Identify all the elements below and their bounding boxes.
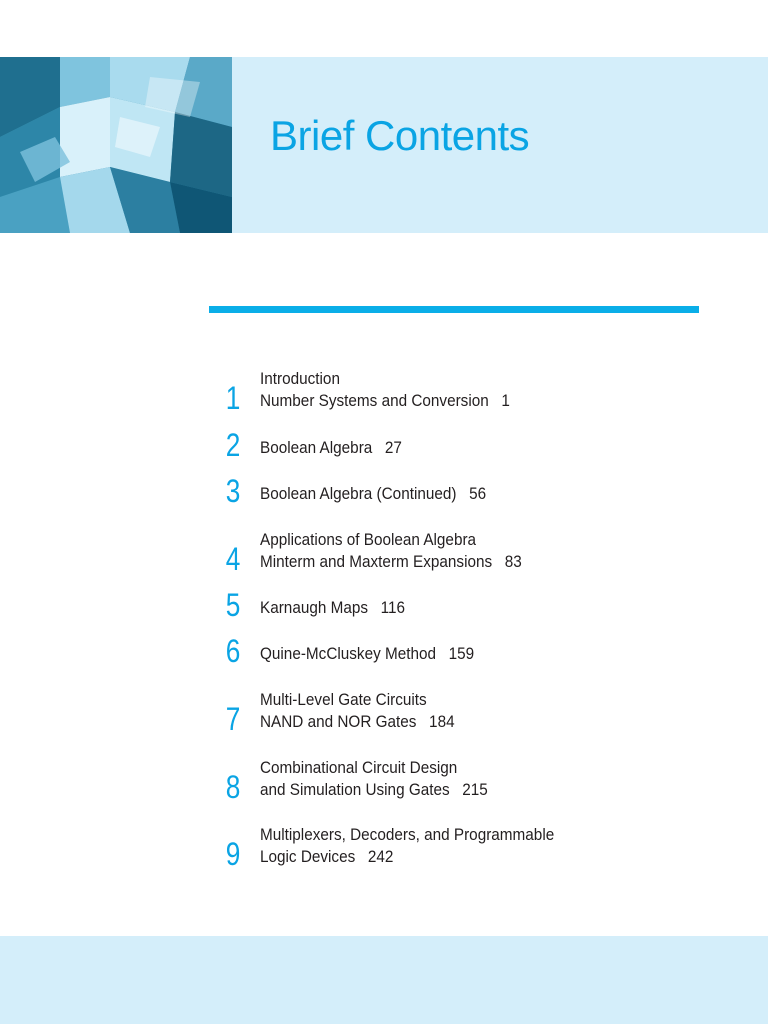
chapter-number: 9	[225, 836, 241, 872]
chapter-title-text: Minterm and Maxterm Expansions	[260, 552, 493, 571]
chapter-title-line1: Introduction	[260, 369, 340, 388]
chapter-title-text: Karnaugh Maps	[260, 598, 369, 617]
chapter-title-line1	[260, 597, 405, 619]
chapter-number: 6	[225, 633, 241, 669]
page-number: 116	[380, 598, 406, 617]
page-number: 184	[429, 712, 455, 731]
page-number: 242	[367, 847, 394, 866]
chapter-title-line1	[260, 437, 402, 459]
chapter-title-line1	[260, 483, 486, 505]
page-number: 27	[384, 438, 402, 457]
chapter-number: 2	[225, 427, 241, 463]
chapter-number: 7	[225, 701, 241, 737]
chapter-title-line2	[260, 779, 488, 801]
chapter-title-line1: Multiplexers, Decoders, and Programmable	[260, 825, 555, 844]
chapter-title-text: Quine-McCluskey Method	[260, 644, 437, 663]
chapter-title-line2	[260, 551, 522, 573]
footer-band	[0, 936, 768, 1024]
chapter-number: 1	[225, 380, 241, 416]
chapter-title-line1	[260, 643, 474, 665]
chapter-title-text: NAND and NOR Gates	[260, 712, 417, 731]
chapter-title-text: Number Systems and Conversion	[260, 391, 489, 410]
chapter-title-line1: Applications of Boolean Algebra	[260, 530, 477, 549]
chapter-title-line2	[260, 390, 510, 412]
chapter-title-line2	[260, 711, 455, 733]
page-number: 215	[462, 780, 488, 799]
page-number: 1	[501, 391, 510, 410]
chapter-number: 3	[225, 473, 241, 509]
page-number: 83	[504, 552, 522, 571]
chapter-title-line1: Combinational Circuit Design	[260, 758, 458, 777]
chapter-title-text: Logic Devices	[260, 847, 356, 866]
chapter-title-line2	[260, 846, 393, 868]
page-title: Brief Contents	[270, 112, 530, 159]
chapter-title-text: Boolean Algebra	[260, 438, 373, 457]
chapter-number: 5	[225, 587, 241, 623]
chapter-number: 4	[225, 541, 241, 577]
chapter-title-text: and Simulation Using Gates	[260, 780, 450, 799]
chapter-title-line1: Multi-Level Gate Circuits	[260, 690, 427, 709]
chapter-title-text: Boolean Algebra (Continued)	[260, 484, 457, 503]
chapter-number: 8	[225, 769, 241, 805]
page-number: 56	[469, 484, 487, 503]
page-number: 159	[448, 644, 475, 663]
